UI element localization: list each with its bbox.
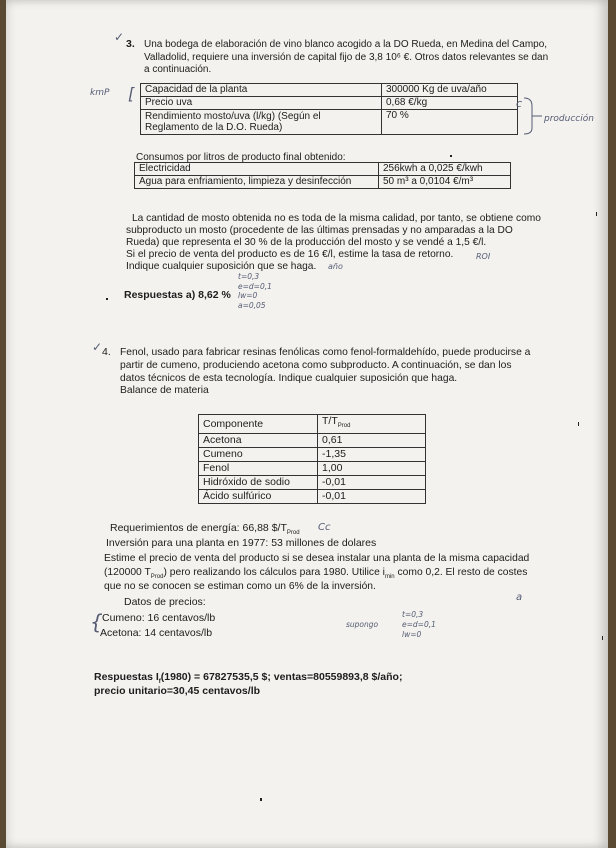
price-acetona: Acetona: 14 centavos/lb: [100, 627, 213, 639]
table-row: [199, 462, 426, 476]
table-cell: Precio uva: [141, 97, 382, 110]
table-cell: Rendimiento mosto/uva (l/kg) (Según el Reglamento de la D.O. Rueda): [141, 110, 382, 135]
table-row: [135, 176, 511, 189]
handwritten-bracket: [: [128, 84, 135, 103]
table-row: [199, 476, 426, 490]
handwritten-cc: Cc: [318, 522, 331, 533]
table-row: [141, 110, 518, 135]
note-line: a=0,05: [238, 300, 266, 310]
header-text: T/T: [322, 415, 338, 427]
scan-speck: [602, 636, 603, 640]
problem-4-answer-line2: precio unitario=30,45 centavos/lb: [94, 685, 261, 697]
consumos-title: Consumos por litros de producto final obtenido:: [136, 152, 346, 163]
estimate-part-a: (120000 T: [104, 567, 151, 578]
handwritten-brace: {: [90, 610, 103, 634]
estimate-sub2: min: [384, 574, 395, 581]
problem-3-para-line2: subproducto un mosto (procedente de las últimas prensadas y no amparadas a la DO: [126, 225, 513, 236]
estimate-part-b: ) pero realizando los cálculos para 1980. Utilice i: [163, 567, 385, 578]
table-row: [199, 448, 426, 462]
estimate-line1: Estime el precio de venta del producto si se desea instalar una planta de la misma capacidad: [104, 553, 530, 564]
problem-3-intro-line1: Una bodega de elaboración de vino blanco acogido a la DO Rueda, en Medina del Campo,: [144, 39, 548, 50]
table-cell: 256kwh a 0,025 €/kwh: [379, 163, 511, 176]
energy-text: Requerimientos de energía: 66,88 $/T: [110, 522, 287, 534]
note-line: e=d=0,1: [238, 281, 272, 291]
table-row: [141, 97, 518, 110]
table-cell: Cumeno: [199, 448, 318, 462]
checkmark: ✓: [114, 30, 125, 44]
note-line: e=d=0,1: [402, 620, 436, 629]
note-line: t=0,3: [402, 610, 424, 619]
handwritten-roi: ROI: [476, 252, 491, 261]
problem-4-line2: partir de cumeno, produciendo acetona como subproducto. A continuación, se dan los: [120, 360, 512, 371]
problem-3-para-line3: Rueda) que representa el 30 % de la producción del mosto y se vendé a 1,5 €/l.: [126, 237, 487, 248]
checkmark: ✓: [92, 340, 103, 354]
table-cell: Agua para enfriamiento, limpieza y desinfección: [135, 176, 379, 189]
problem-3-para-line5: Indique cualquier suposición que se haga.: [126, 261, 317, 272]
table-row: [141, 84, 518, 97]
table-cell: Hidróxido de sodio: [199, 476, 318, 490]
table-cell: 50 m³ a 0,0104 €/m³: [379, 176, 511, 189]
estimate-line3: que no se conocen se estiman como un 6% de la inversión.: [104, 581, 376, 592]
scan-speck: [260, 798, 262, 801]
table-row: [135, 163, 511, 176]
answer-sub: f: [158, 679, 161, 686]
table-cell: 1,00: [318, 462, 426, 476]
energy-sub: Prod: [286, 530, 300, 537]
scanned-page: [6, 0, 608, 848]
handwritten-produccion: producción: [544, 114, 594, 124]
handwritten-c: c: [516, 97, 523, 110]
problem-4-line4: Balance de materia: [120, 385, 209, 396]
investment-1977: Inversión para una planta en 1977: 53 millones de dolares: [106, 537, 377, 549]
table-cell: -1,35: [318, 448, 426, 462]
prices-title: Datos de precios:: [124, 596, 206, 608]
scan-speck: [106, 298, 108, 300]
problem-4-line1: Fenol, usado para fabricar resinas fenólicas como fenol-formaldehído, puede producirse a: [120, 347, 531, 358]
table-cell: 0,68 €/kg: [382, 97, 518, 110]
note-line: lw=0: [402, 630, 422, 639]
problem-4-number: 4.: [102, 346, 111, 358]
price-cumeno: Cumeno: 16 centavos/lb: [102, 612, 216, 624]
table-cell: Capacidad de la planta: [141, 84, 382, 97]
scan-speck: [450, 155, 452, 157]
problem-3-number: 3.: [126, 38, 135, 50]
table-row: [199, 434, 426, 448]
problem-3-intro-line3: a continuación.: [144, 64, 212, 75]
table-cell: -0,01: [318, 476, 426, 490]
plant-data-table: [140, 83, 518, 135]
handwritten-kmp: kmP: [90, 88, 110, 98]
estimate-sub: Prod: [150, 574, 164, 581]
handwritten-notes-p3: [238, 272, 272, 310]
answer-part-a: Respuestas I: [94, 671, 159, 683]
scan-speck: [578, 422, 579, 426]
answer-part-b: (1980) = 67827535,5 $; ventas=80559893,8 $/año;: [160, 671, 403, 683]
table-cell: 0,61: [318, 434, 426, 448]
table-cell: Acetona: [199, 434, 318, 448]
header-sub: Prod: [337, 423, 351, 430]
note-line: t=0,3: [238, 272, 260, 281]
material-balance-table: [198, 414, 426, 504]
handwritten-notes-p4: [402, 610, 436, 640]
table-cell: Fenol: [199, 462, 318, 476]
table-header-cell: Componente: [199, 415, 318, 434]
table-cell: Electricidad: [135, 163, 379, 176]
problem-3-answer: Respuestas a) 8,62 %: [124, 289, 231, 301]
table-cell: 70 %: [382, 110, 518, 135]
note-line: lw=0: [238, 291, 258, 300]
table-cell: Ácido sulfúrico: [199, 490, 318, 504]
table-cell: 300000 Kg de uva/año: [382, 84, 518, 97]
problem-4-line3: datos técnicos de esta tecnología. Indique cualquier suposición que haga.: [120, 373, 458, 384]
handwritten-a: a: [516, 592, 523, 603]
scan-speck: [596, 212, 597, 216]
problem-3-para-line1: La cantidad de mosto obtenida no es toda de la misma calidad, por tanto, se obtiene como: [132, 213, 541, 224]
problem-3-intro-line2: Valladolid, requiere una inversión de capital fijo de 3,8 10⁶ €. Otros datos relevantes se dan: [144, 52, 549, 63]
table-header-cell: [318, 415, 426, 434]
table-cell: -0,01: [318, 490, 426, 504]
estimate-part-c: como 0,2. El resto de costes: [394, 567, 528, 578]
consumption-table: [134, 162, 511, 189]
table-header-row: [199, 415, 426, 434]
problem-3-para-line4: Si el precio de venta del producto es de 16 €/l, estime la tasa de retorno.: [126, 249, 454, 260]
table-row: [199, 490, 426, 504]
handwritten-supongo: supongo: [346, 620, 379, 629]
handwritten-ano: año: [328, 262, 343, 271]
